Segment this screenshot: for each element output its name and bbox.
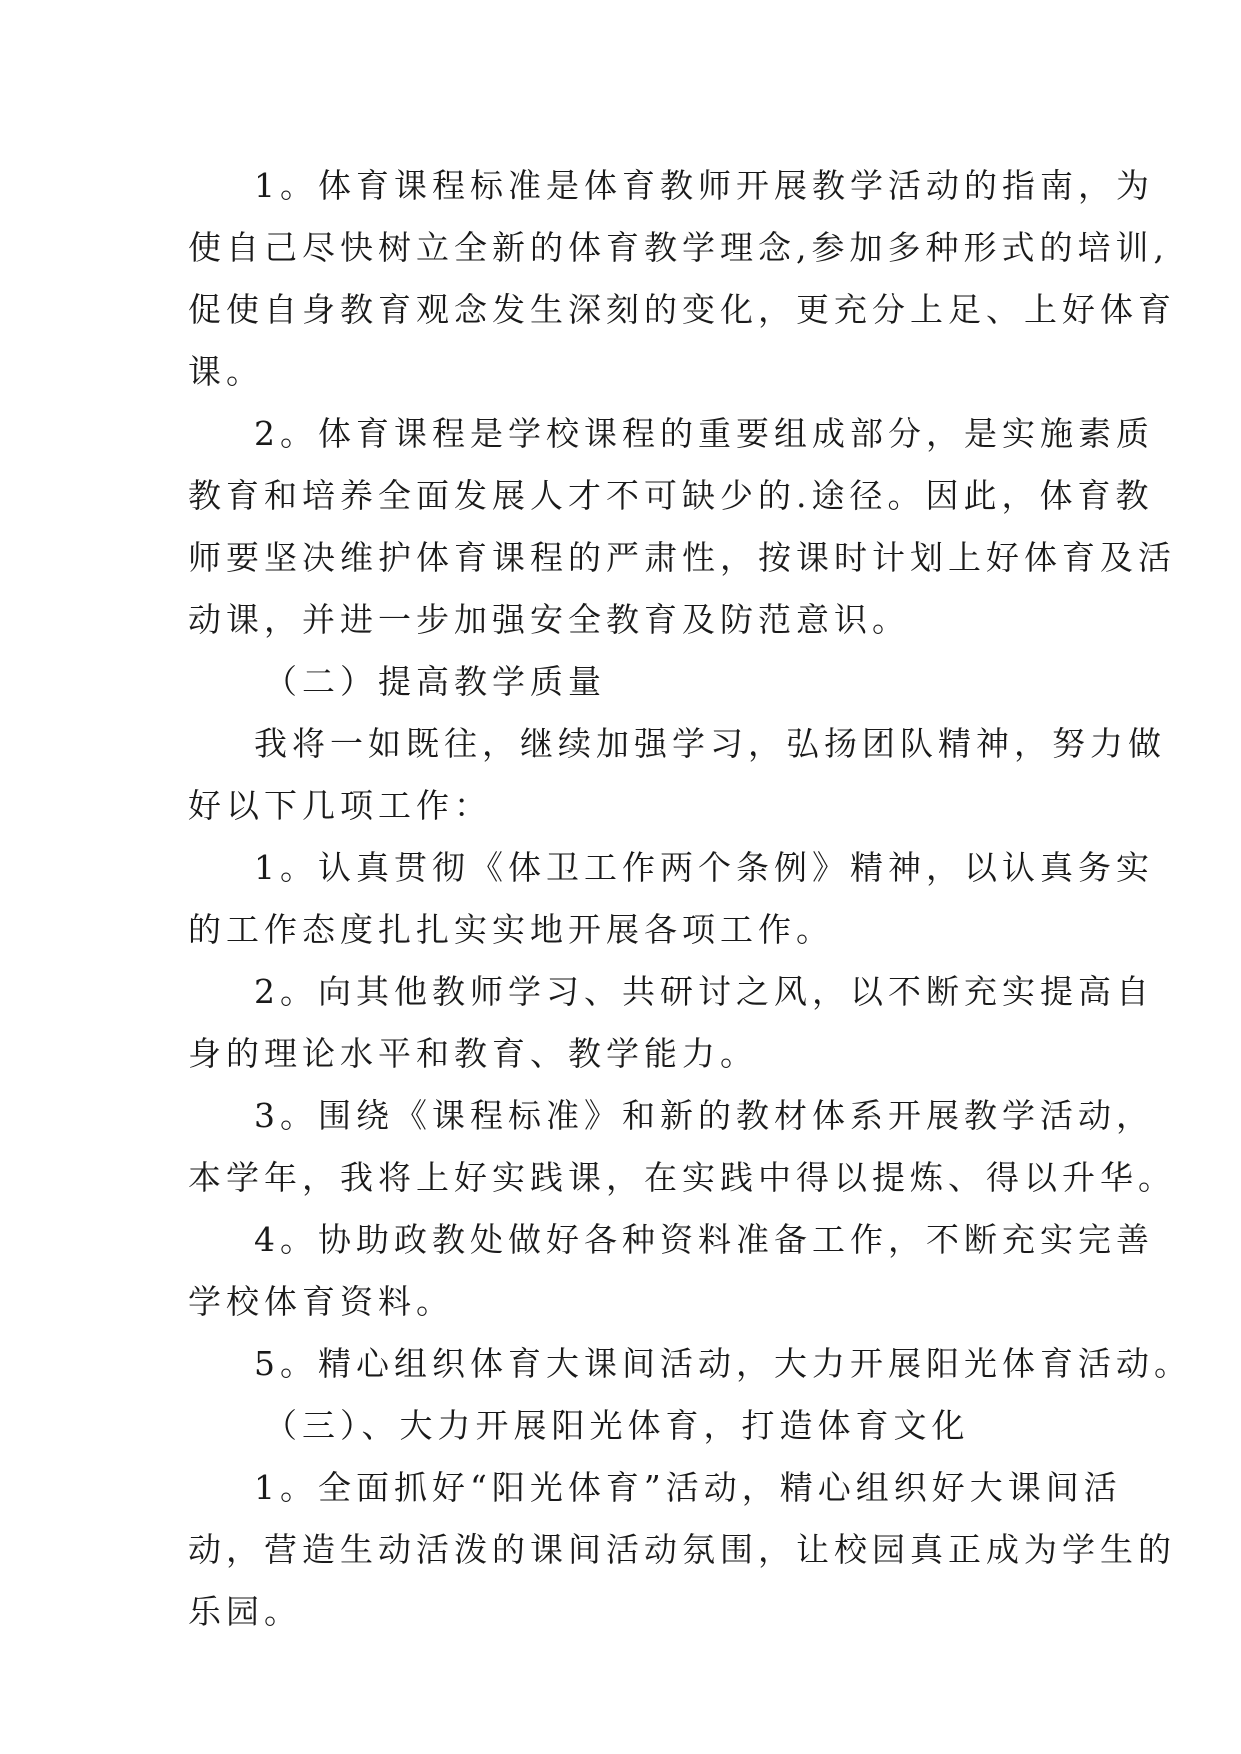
paragraph-line: 好以下几项工作： xyxy=(188,786,492,825)
paragraph-line: 乐园。 xyxy=(188,1592,302,1631)
paragraph-line: 使自己尽快树立全新的体育教学理念,参加多种形式的培训, xyxy=(188,228,1169,267)
paragraph xyxy=(188,403,1176,651)
paragraph xyxy=(188,961,1154,1085)
heading-text: （二）提高教学质量 xyxy=(264,662,606,701)
paragraph xyxy=(188,713,1166,837)
paragraph-line: 2。向其他教师学习、共研讨之风，以不断充实提高自 xyxy=(254,972,1154,1011)
paragraph-line: 教育和培养全面发展人才不可缺少的.途径。因此，体育教 xyxy=(188,476,1154,515)
paragraph-line: 师要坚决维护体育课程的严肃性，按课时计划上好体育及活 xyxy=(188,538,1176,577)
heading-text: （三）、大力开展阳光体育，打造体育文化 xyxy=(264,1406,970,1445)
paragraph xyxy=(188,837,1154,961)
paragraph-line: 我将一如既往，继续加强学习，弘扬团队精神，努力做 xyxy=(254,724,1166,763)
paragraph-line: 的工作态度扎扎实实地开展各项工作。 xyxy=(188,910,834,949)
paragraph-line: 1。认真贯彻《体卫工作两个条例》精神，以认真务实 xyxy=(254,848,1154,887)
paragraph xyxy=(188,1457,1176,1643)
paragraph-line: 2。体育课程是学校课程的重要组成部分，是实施素质 xyxy=(254,414,1154,453)
paragraph-line: 学校体育资料。 xyxy=(188,1282,454,1321)
paragraph xyxy=(188,1209,1154,1333)
paragraph-line: 1。体育课程标准是体育教师开展教学活动的指南，为 xyxy=(254,166,1154,205)
paragraph-line: 5。精心组织体育大课间活动，大力开展阳光体育活动。 xyxy=(254,1344,1192,1383)
document-body xyxy=(188,155,1192,1643)
paragraph-line: 本学年，我将上好实践课，在实践中得以提炼、得以升华。 xyxy=(188,1158,1176,1197)
paragraph-line: 身的理论水平和教育、教学能力。 xyxy=(188,1034,758,1073)
paragraph-line: 1。全面抓好“阳光体育”活动，精心组织好大课间活 xyxy=(254,1468,1122,1507)
paragraph-line: 动课，并进一步加强安全教育及防范意识。 xyxy=(188,600,910,639)
paragraph-line: 4。协助政教处做好各种资料准备工作，不断充实完善 xyxy=(254,1220,1154,1259)
section-heading xyxy=(188,651,1088,713)
paragraph xyxy=(188,155,1176,403)
section-heading xyxy=(188,1395,1088,1457)
paragraph-line: 动，营造生动活泼的课间活动氛围，让校园真正成为学生的 xyxy=(188,1530,1176,1569)
paragraph-line: 促使自身教育观念发生深刻的变化，更充分上足、上好体育 xyxy=(188,290,1176,329)
paragraph-line: 3。围绕《课程标准》和新的教材体系开展教学活动， xyxy=(254,1096,1154,1135)
paragraph-line: 课。 xyxy=(188,352,264,391)
paragraph xyxy=(188,1085,1176,1209)
paragraph xyxy=(188,1333,1192,1395)
